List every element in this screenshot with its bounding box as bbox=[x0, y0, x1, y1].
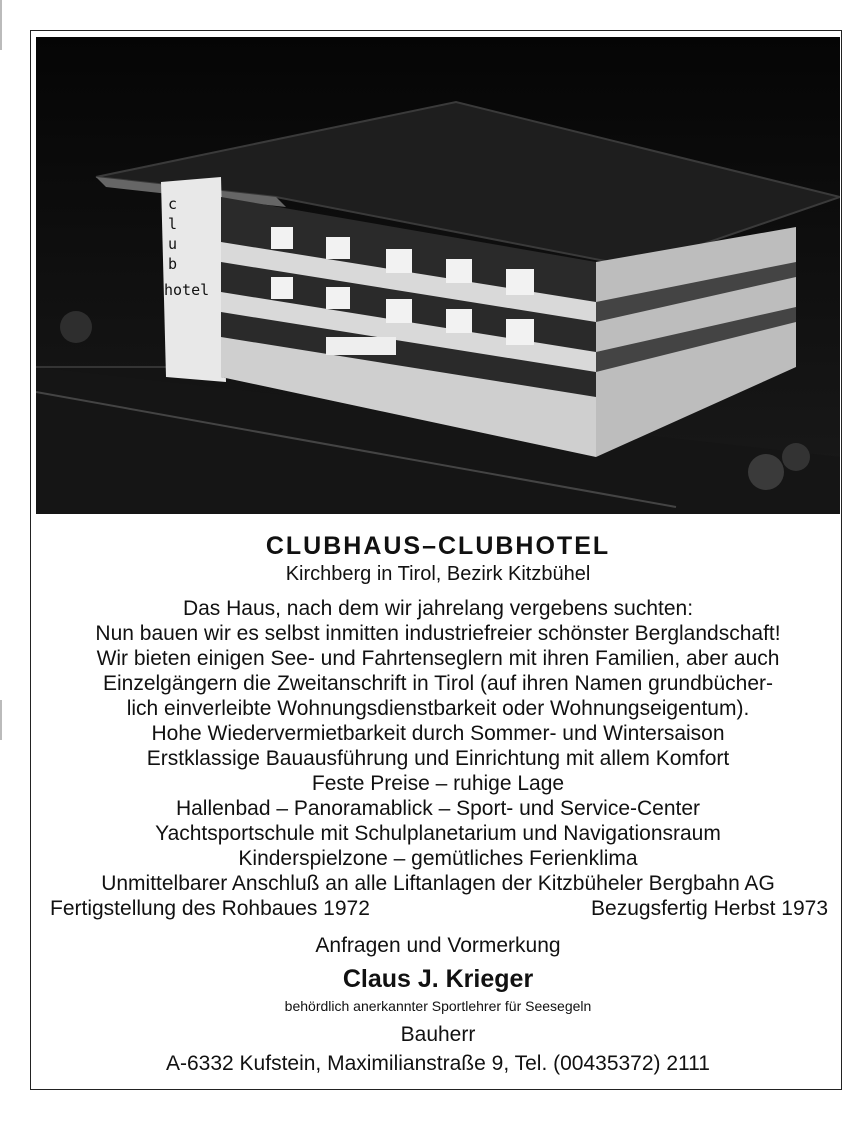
scan-edge-mark bbox=[0, 0, 2, 50]
contact-address: A-6332 Kufstein, Maximilianstraße 9, Tel. (00435372) 2111 bbox=[166, 1052, 710, 1075]
hotel-model-illustration bbox=[36, 37, 840, 514]
ad-line: Yachtsportschule mit Schulplanetarium und Navigationsraum bbox=[155, 822, 721, 845]
contact-role: Bauherr bbox=[400, 1023, 476, 1046]
ad-line: Hohe Wiedervermietbarkeit durch Sommer- und Wintersaison bbox=[151, 722, 725, 745]
sign-letter: u bbox=[168, 235, 178, 253]
ad-subtitle: Kirchberg in Tirol, Bezirk Kitzbühel bbox=[285, 563, 591, 585]
ad-line: Feste Preise – ruhige Lage bbox=[311, 772, 565, 795]
ad-line: Wir bieten einigen See- und Fahrtenseglern mit ihren Familien, aber auch bbox=[96, 647, 780, 670]
ad-line: Das Haus, nach dem wir jahrelang vergebens suchten: bbox=[182, 597, 694, 620]
inquiries-heading: Anfragen und Vormerkung bbox=[315, 934, 561, 957]
contact-name: Claus J. Krieger bbox=[342, 965, 534, 993]
sign-word: hotel bbox=[164, 281, 210, 299]
contact-title: behördlich anerkannter Sportlehrer für Seesegeln bbox=[284, 998, 592, 1014]
ad-line: lich einverleibte Wohnungsdienstbarkeit oder Wohnungseigentum). bbox=[126, 697, 750, 720]
ad-line: Unmittelbarer Anschluß an alle Liftanlagen der Kitzbüheler Bergbahn AG bbox=[101, 872, 775, 895]
sign-letter: b bbox=[168, 255, 178, 273]
ad-text bbox=[36, 530, 840, 1076]
ad-line: Hallenbad – Panoramablick – Sport- und Service-Center bbox=[175, 797, 701, 820]
completion-right: Bezugsfertig Herbst 1973 bbox=[591, 897, 828, 920]
completion-row bbox=[36, 896, 840, 921]
sign-letter: c bbox=[168, 195, 178, 213]
hotel-model-photo bbox=[36, 37, 840, 514]
ad-line: Erstklassige Bauausführung und Einrichtung mit allem Komfort bbox=[146, 747, 730, 770]
completion-left: Fertigstellung des Rohbaues 1972 bbox=[50, 897, 370, 920]
ad-line: Einzelgängern die Zweitanschrift in Tirol (auf ihren Namen grundbücher- bbox=[102, 672, 773, 695]
ad-title: CLUBHAUS–CLUBHOTEL bbox=[265, 532, 611, 560]
scan-edge-mark bbox=[0, 700, 2, 740]
ad-line: Nun bauen wir es selbst inmitten industriefreier schönster Berglandschaft! bbox=[95, 622, 781, 645]
ad-line: Kinderspielzone – gemütliches Ferienklima bbox=[238, 847, 638, 870]
sign-letter: l bbox=[168, 215, 178, 233]
